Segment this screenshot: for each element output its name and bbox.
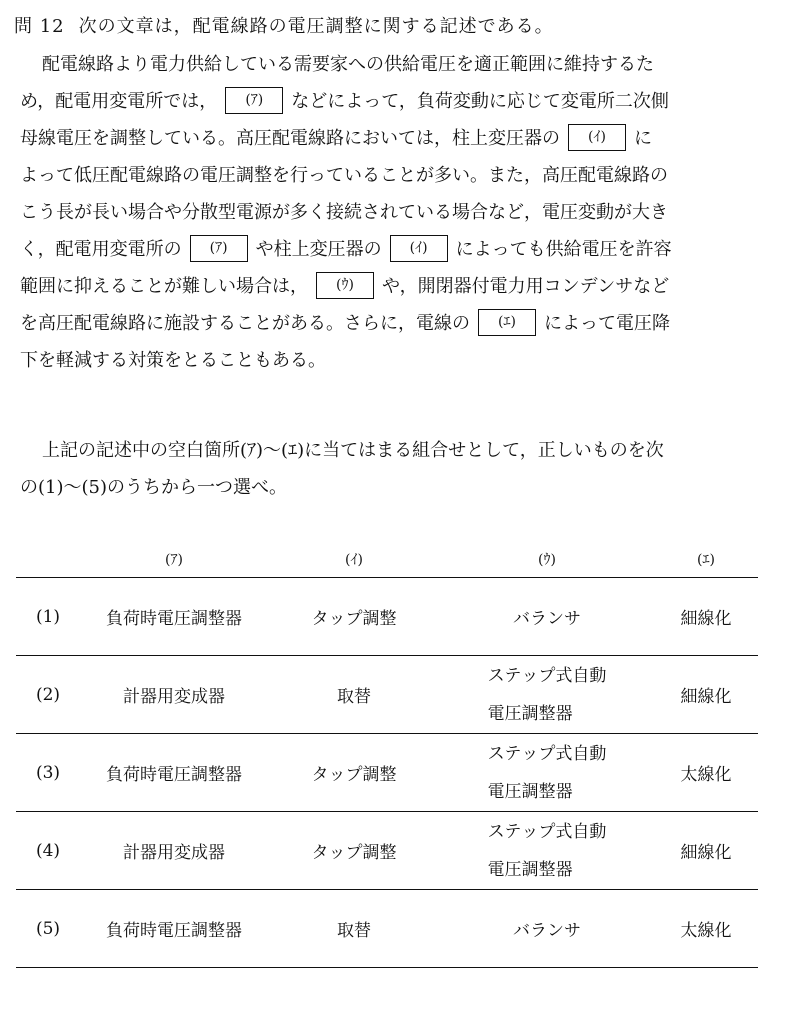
passage bbox=[20, 46, 772, 379]
passage-line-4 bbox=[20, 157, 772, 194]
cell-c-line-2: 電圧調整器 bbox=[487, 781, 573, 802]
passage-text: によって電圧降 bbox=[544, 313, 670, 334]
passage-text: よって低圧配電線路の電圧調整を行っていることが多い。また，高圧配電線路の bbox=[20, 165, 668, 186]
table-row bbox=[16, 734, 758, 812]
table-row bbox=[16, 812, 758, 890]
passage-line-1 bbox=[20, 46, 772, 83]
question-text: 次の文章は，配電線路の電圧調整に関する記述である。 bbox=[78, 16, 554, 37]
header-b: (ｲ) bbox=[345, 551, 363, 568]
blank-d-box: (ｴ) bbox=[478, 309, 536, 336]
question-title bbox=[14, 12, 554, 38]
cell-a: 負荷時電圧調整器 bbox=[106, 921, 242, 941]
answer-table bbox=[16, 540, 758, 968]
cell-c-line-2: 電圧調整器 bbox=[487, 859, 573, 880]
cell-a: 負荷時電圧調整器 bbox=[106, 765, 242, 785]
cell-a: 負荷時電圧調整器 bbox=[106, 609, 242, 629]
blank-a-box: (ｱ) bbox=[190, 235, 248, 262]
passage-line-3 bbox=[20, 120, 772, 157]
cell-c-line-2: 電圧調整器 bbox=[487, 703, 573, 724]
cell-b: 取替 bbox=[337, 921, 371, 941]
cell-c bbox=[436, 578, 658, 655]
cell-a: 計器用変成器 bbox=[123, 687, 225, 707]
passage-text: や柱上変圧器の bbox=[255, 239, 382, 260]
table-header bbox=[16, 540, 758, 578]
passage-text: に bbox=[634, 128, 652, 149]
blank-b-box: (ｲ) bbox=[390, 235, 448, 262]
blank-c-box: (ｳ) bbox=[316, 272, 374, 299]
passage-line-6 bbox=[20, 231, 772, 268]
passage-text: によっても供給電圧を許容 bbox=[455, 239, 672, 260]
passage-text: く，配電用変電所の bbox=[20, 239, 182, 260]
header-a: (ｱ) bbox=[165, 551, 183, 568]
cell-c-text: バランサ bbox=[513, 921, 581, 941]
passage-line-5 bbox=[20, 194, 772, 231]
choice-number: (4) bbox=[35, 840, 61, 861]
cell-d: 太線化 bbox=[680, 921, 732, 941]
passage-text: や，開閉器付電力用コンデンサなど bbox=[382, 276, 670, 297]
cell-c bbox=[436, 812, 658, 889]
blank-b-box: (ｲ) bbox=[568, 124, 626, 151]
cell-c-line-1: ステップ式自動 bbox=[487, 821, 607, 842]
header-d: (ｴ) bbox=[697, 551, 715, 568]
choice-number: (1) bbox=[35, 606, 61, 627]
passage-text: 配電線路より電力供給している需要家への供給電圧を適正範囲に維持するた bbox=[42, 54, 654, 75]
passage-line-2 bbox=[20, 83, 772, 120]
passage-text: などによって，負荷変動に応じて変電所二次側 bbox=[291, 91, 669, 112]
instruction bbox=[20, 432, 772, 506]
passage-line-8 bbox=[20, 305, 772, 342]
cell-c bbox=[436, 734, 658, 811]
table-row bbox=[16, 890, 758, 968]
cell-c-line-1: ステップ式自動 bbox=[487, 743, 607, 764]
cell-c bbox=[436, 890, 658, 967]
blank-a-box: (ｱ) bbox=[225, 87, 283, 114]
passage-text: 下を軽減する対策をとることもある。 bbox=[20, 350, 326, 371]
header-c: (ｳ) bbox=[538, 551, 556, 568]
passage-text: め，配電用変電所では， bbox=[20, 91, 218, 112]
cell-d: 細線化 bbox=[680, 843, 732, 863]
passage-text: こう長が長い場合や分散型電源が多く接続されている場合など，電圧変動が大き bbox=[20, 202, 668, 223]
cell-d: 細線化 bbox=[680, 609, 732, 629]
choice-number: (5) bbox=[35, 918, 61, 939]
cell-d: 太線化 bbox=[680, 765, 732, 785]
cell-c-line-1: ステップ式自動 bbox=[487, 665, 607, 686]
instruction-line-1: 上記の記述中の空白箇所(ｱ)～(ｴ)に当てはまる組合せとして，正しいものを次 bbox=[42, 440, 664, 461]
passage-line-7 bbox=[20, 268, 772, 305]
cell-d: 細線化 bbox=[680, 687, 732, 707]
cell-c-text: バランサ bbox=[513, 609, 581, 629]
choice-number: (2) bbox=[35, 684, 61, 705]
cell-b: タップ調整 bbox=[311, 609, 397, 629]
cell-b: タップ調整 bbox=[311, 765, 397, 785]
choice-number: (3) bbox=[35, 762, 61, 783]
passage-text: を高圧配電線路に施設することがある。さらに，電線の bbox=[20, 313, 470, 334]
table-row bbox=[16, 578, 758, 656]
table-row bbox=[16, 656, 758, 734]
passage-text: 母線電圧を調整している。高圧配電線路においては，柱上変圧器の bbox=[20, 128, 560, 149]
cell-b: 取替 bbox=[337, 687, 371, 707]
instruction-line-2: の(1)～(5)のうちから一つ選べ。 bbox=[20, 477, 287, 498]
cell-a: 計器用変成器 bbox=[123, 843, 225, 863]
cell-c bbox=[436, 656, 658, 733]
passage-text: 範囲に抑えることが難しい場合は， bbox=[20, 276, 308, 297]
cell-b: タップ調整 bbox=[311, 843, 397, 863]
question-number: 問 12 bbox=[14, 16, 65, 37]
passage-line-9 bbox=[20, 342, 772, 379]
